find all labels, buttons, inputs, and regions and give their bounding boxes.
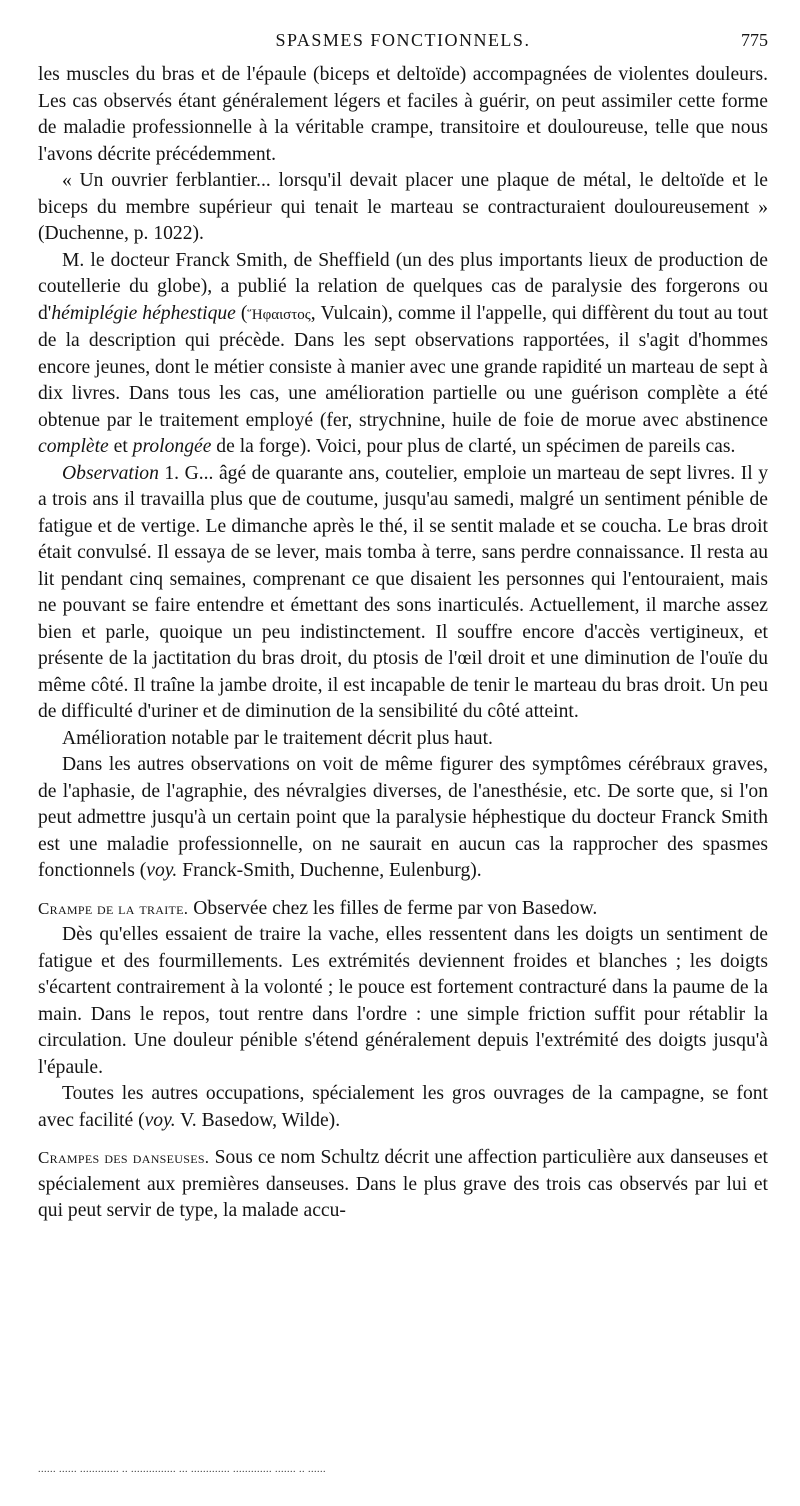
text-run: de la forge). Voici, pour plus de clarté, un spécimen de pareils cas. <box>211 436 736 457</box>
section-crampes-danseuses <box>38 1145 768 1225</box>
voy-reference: voy. <box>146 860 178 881</box>
text-run: Dans les autres observations on voit de même figurer des symptômes cérébraux graves, de l'aphasie, de l'agraphie, des névralgies diverses, de l'anesthésie, etc. De sorte que, si l'on peut admettre jusqu'à un certain point que la paralysie héphestique du docteur Franck Smith est une maladie professionnelle, on ne saurait en aucun cas la rapprocher des spasmes fonctionnels ( <box>38 754 768 881</box>
text-run: 1. G... âgé de quarante ans, coutelier, emploie un marteau de sept livres. Il y a trois ans il travailla plus que de coutume, jusqu'au samedi, malgré un sentiment pénible de fatigue et de vertige. Le dimanche après le thé, il se sentit malade et se coucha. Le bras droit était convulsé. Il essaya de se lever, mais tomba à terre, sans perdre connaissance. Il resta au lit pendant cinq semaines, comprenant ce que disaient les personnes qui l'entouraient, mais ne pouvant se faire entendre et émettant des sons inarticulés. Actuellement, il marche assez bien et parle, quoique un peu indistinctement. Il souffre encore d'accès vertigineux, et présente de la jactitation du bras droit, du ptosis de l'œil droit et une diminution de l'ouïe du même côté. Il traîne la jambe droite, il est incapable de tenir le marteau du bras droit. Un peu de difficulté d'uriner et de diminution de la sensibilité du côté atteint. <box>38 462 768 722</box>
paragraph-quote-duchenne: « Un ouvrier ferblantier... lorsqu'il devait placer une plaque de métal, le deltoïde et le biceps du membre supérieur qui tenait le marteau se contracturaient douloureusement » (Duchenne, p. 1022). <box>38 170 768 244</box>
emphasis-prolongee: prolongée <box>132 436 212 457</box>
paragraph-franck-smith <box>38 248 768 461</box>
section-crampe-traite <box>38 896 768 923</box>
running-header <box>38 30 768 58</box>
paragraph-continued: les muscles du bras et de l'épaule (biceps et deltoïde) accompagnées de violentes douleurs. Les cas observés étant généralement légers et faciles à guérir, on peut assimiler cette forme de maladie professionnelle à la véritable crampe, transitoire et douloureuse, telle que nous l'avons décrite précédemment. <box>38 64 768 165</box>
paragraph-autres-observations <box>38 752 768 885</box>
body-text <box>38 62 768 1225</box>
section-heading-crampe-traite: Crampe de la traite. <box>38 898 189 918</box>
text-run: ( <box>235 302 248 324</box>
text-run: Franck-Smith, Duchenne, Eulenburg). <box>177 860 482 881</box>
observation-label: Observation <box>62 462 159 484</box>
page-number: 775 <box>741 30 768 50</box>
page <box>38 30 768 58</box>
text-run: Observée chez les filles de ferme par von Basedow. <box>188 897 598 919</box>
emphasis-complete: complète <box>38 436 109 457</box>
emphasis-hemiplegie: hémiplégie héphestique <box>51 302 236 324</box>
greek-word: Ἥφαιστος <box>247 306 311 323</box>
text-run: M. le docteur Franck Smith, de Sheffield (un des plus importants lieux de production de coutellerie du globe), a publié la relation de quelques cas de paralysie des forgerons ou d' <box>38 249 768 324</box>
paragraph-observation <box>38 461 768 726</box>
text-run: , Vulcain), comme il l'appelle, qui diffèrent du tout au tout de la description qui précède. Dans les sept observations rapportées, il s'agit d'hommes encore jeunes, dont le métier consiste à manier avec une grande rapidité un marteau de sept à dix livres. Dans tous les cas, une amélioration partielle ou une guérison complète a été obtenue par le traitement employé (fer, strychnine, huile de foie de morue avec abstinence <box>38 302 768 431</box>
paragraph-traite-symptomes: Dès qu'elles essaient de traire la vache, elles ressentent dans les doigts un sentiment de fatigue et des fourmillements. Les extrémités deviennent froides et blanches ; les doigts s'écartent contrairement à la volonté ; le pouce est fortement contracturé dans la paume de la main. Dans le repos, tout rentre dans l'ordre : une simple friction suffit pour rétablir la circulation. Une douleur pénible s'étend généralement depuis l'extrémité des doigts jusqu'à l'épaule. <box>38 924 768 1078</box>
text-run: Sous ce nom Schultz décrit une affection particulière aux danseuses et spécialement aux premières danseuses. Dans le plus grave des trois cas observés par lui et qui peut servir de type, la malade accu- <box>38 1147 768 1221</box>
cropped-footer-line: ...... ...... ............. .. ............... ... ............. ............. ....... .. ...... <box>38 1466 326 1474</box>
text-run: V. Basedow, Wilde). <box>175 1109 341 1131</box>
text-run: Toutes les autres occupations, spécialement les gros ouvrages de la campagne, se font avec facilité ( <box>38 1083 768 1131</box>
paragraph-autres-occupations <box>38 1081 768 1134</box>
running-title: SPASMES FONCTIONNELS. <box>275 30 531 50</box>
paragraph-amelioration: Amélioration notable par le traitement décrit plus haut. <box>62 727 493 749</box>
section-heading-crampes-danseuses: Crampes des danseuses. <box>38 1148 210 1167</box>
text-run: et <box>108 436 133 457</box>
voy-reference: voy. <box>144 1109 176 1131</box>
